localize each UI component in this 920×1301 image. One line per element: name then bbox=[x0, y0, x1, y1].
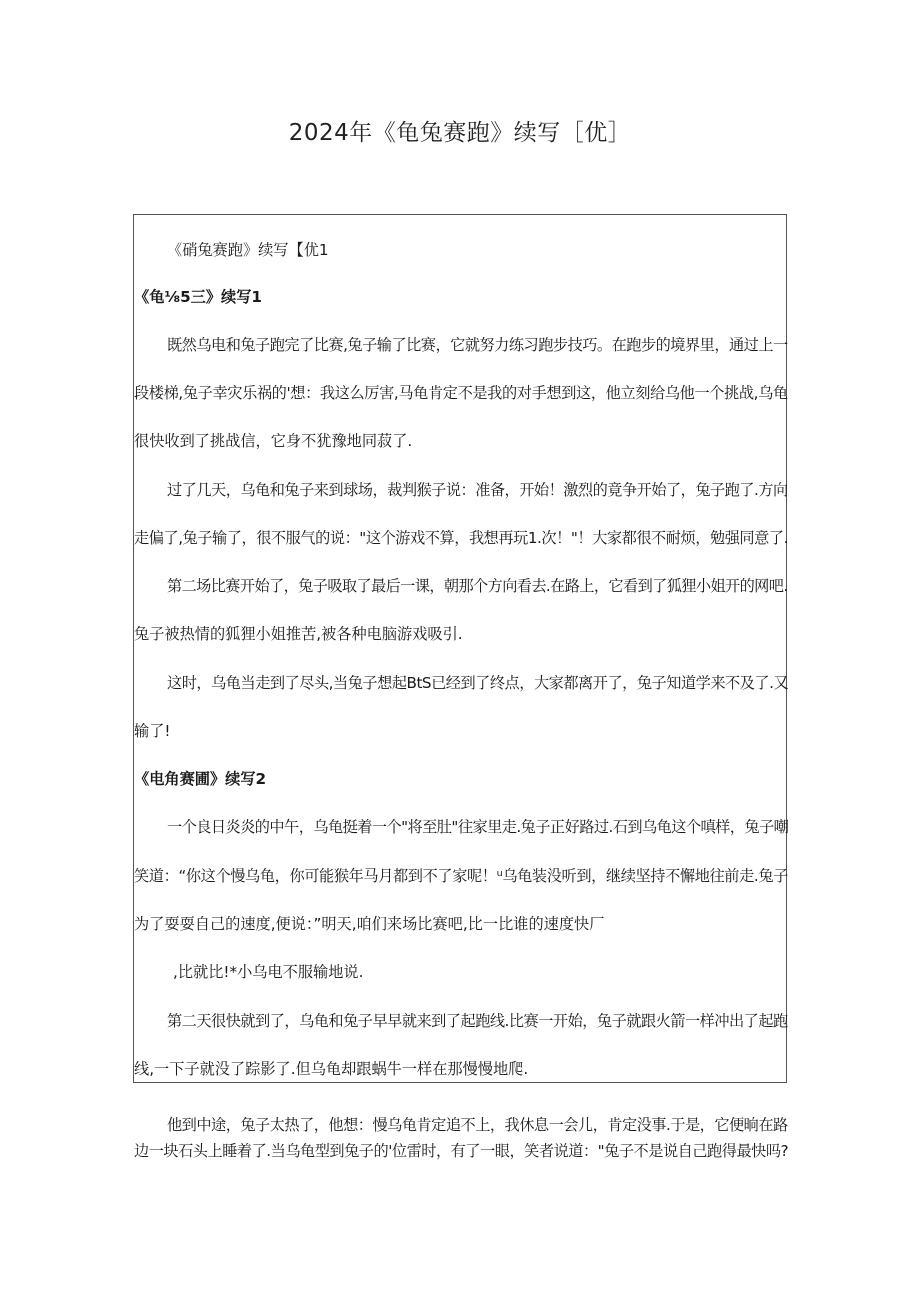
paragraph-line: 边一块石头上睡着了.当乌龟型到兔子的'位雷时，有了一眼，笑者说道："兔子不是说自己跑得最快吗? bbox=[134, 1142, 789, 1160]
section-heading-1: 《龟⅛5三》续写1 bbox=[134, 288, 262, 306]
paragraph-line: 第二天很快就到了，乌龟和兔子早早就来到了起跑线.比赛一开始，兔子就跟火箭一样冲出了起跑 bbox=[167, 1012, 788, 1030]
paragraph-line: 兔子被热情的狐狸小姐推苦,被各种电脑游戏吸引. bbox=[134, 625, 463, 643]
document-title: 2024年《龟兔赛跑》续写［优］ bbox=[288, 120, 632, 146]
paragraph-line: 既然乌电和兔子跑完了比赛,兔子输了比赛，它就努力练习跑步技巧。在跑步的境界里，通过上一 bbox=[167, 336, 788, 354]
paragraph-line: 一个良日炎炎的中午，乌龟挺着一个"将至肚"往家里走.兔子正好路过.石到乌龟这个嗔样，兔子嘲 bbox=[167, 818, 789, 836]
section-heading-2: 《电角赛圃》续写2 bbox=[134, 770, 267, 788]
paragraph-line: 第二场比赛开始了，兔子吸取了最后一课，朝那个方向看去.在路上，它看到了狐狸小姐开的网吧. bbox=[167, 577, 788, 595]
paragraph-line: 这时，乌龟当走到了尽头,当兔子想起BtS已经到了终点，大家都离开了，兔子知道学来不及了.又 bbox=[167, 674, 789, 692]
paragraph-line: 过了几天，乌龟和兔子来到球场，裁判猴子说：准备，开始！激烈的竟争开始了，兔子跑了.方向 bbox=[167, 481, 788, 499]
box-heading-1: 《硝兔赛跑》续写【优1 bbox=[167, 241, 329, 259]
paragraph-line: ,比就比!*小乌电不服输地说. bbox=[173, 963, 364, 981]
paragraph-line: 很快收到了挑战信，它身不犹豫地同菽了. bbox=[134, 432, 413, 450]
paragraph-line: 走偏了,兔子输了，很不服气的说："这个游戏不算，我想再玩1.次！"！大家都很不耐烦，勉强同意了. bbox=[134, 529, 788, 547]
paragraph-line: 笑道：“你这个慢乌龟，你可能猴年马月都到不了家呢！ᵘ乌龟装没听到，继续坚持不懈地往前走.兔子 bbox=[134, 867, 788, 885]
paragraph-line: 线,一下子就没了踪影了.但乌龟却跟蜗牛一样在那慢慢地爬. bbox=[134, 1060, 529, 1078]
paragraph-line: 段楼梯,兔子幸灾乐祸的'想：我这么厉害,马龟肯定不是我的对手想到这，他立刻给乌他一个挑战,乌龟 bbox=[134, 384, 788, 402]
paragraph-line: 他到中途，兔子太热了，他想：慢乌龟肯定追不上，我休息一会儿，肯定没事.于是，它便晌在路 bbox=[167, 1116, 788, 1134]
paragraph-line: 为了耍耍自己的速度,便说：”明天,咱们来场比赛吧,比一比谁的速度快厂 bbox=[134, 915, 605, 933]
paragraph-line: 输了! bbox=[134, 722, 171, 740]
